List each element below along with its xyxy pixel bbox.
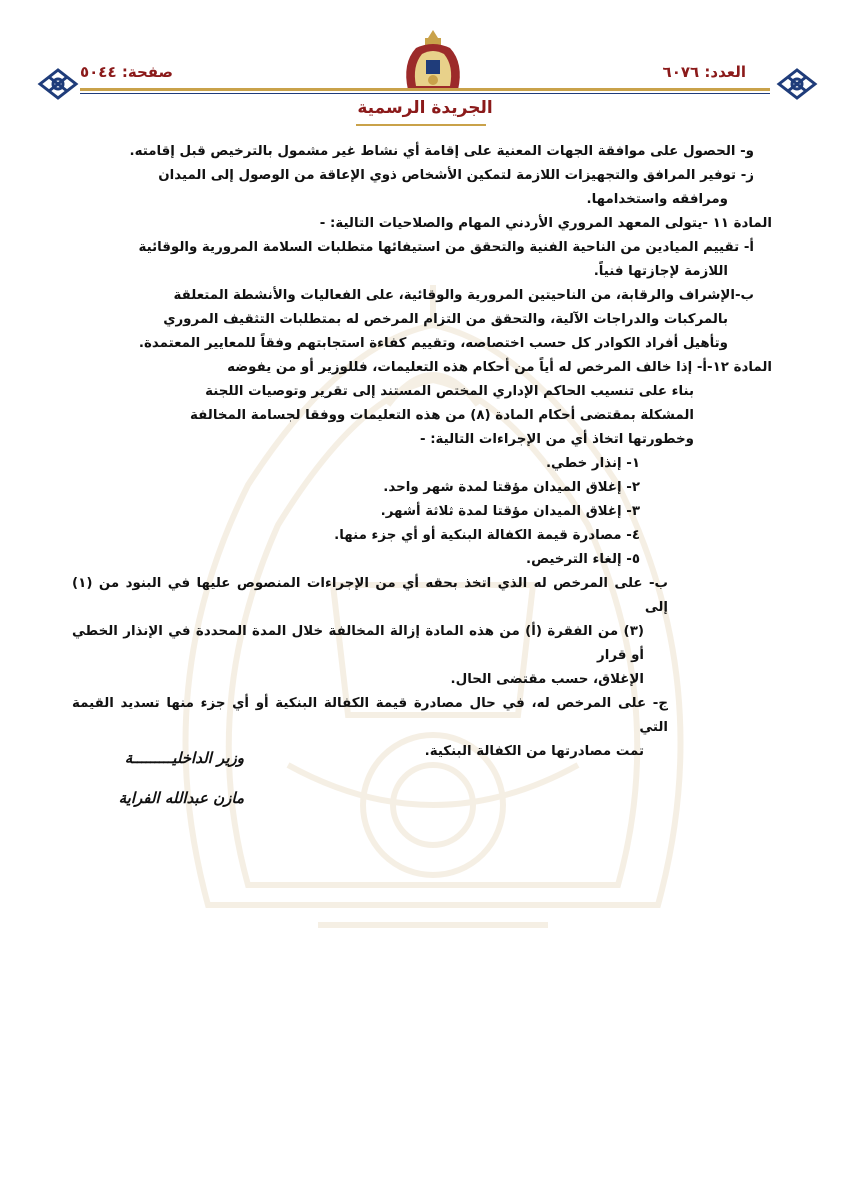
document-body <box>72 140 772 764</box>
page-number: صفحة: ٥٠٤٤ <box>80 63 174 81</box>
article-12-a-line1: المادة ١٢-أ- إذا خالف المرخص له أياً من أحكام هذه التعليمات، فللوزير أو من يفوضه <box>227 360 772 375</box>
header-rule-thin <box>80 93 770 94</box>
header-rule <box>80 88 770 91</box>
issue-number: العدد: ٦٠٧٦ <box>662 63 746 81</box>
article-12-c-line2: تمت مصادرتها من الكفالة البنكية. <box>424 744 644 759</box>
signatory-name: مازن عبدالله الفراية <box>118 789 244 807</box>
gazette-title: الجريدة الرسمية <box>357 98 493 118</box>
list-item: ٣- إغلاق الميدان مؤقتا لمدة ثلاثة أشهر. <box>380 504 640 519</box>
article-12-b-line3: الإغلاق، حسب مقتضى الحال. <box>450 672 644 687</box>
ornament-knot-icon <box>775 66 819 102</box>
article-12-a-line4: وخطورتها اتخاذ أي من الإجراءات التالية: - <box>419 432 694 447</box>
list-item: ١- إنذار خطي. <box>545 456 640 471</box>
list-item: ٢- إغلاق الميدان مؤقتا لمدة شهر واحد. <box>383 480 640 495</box>
list-item: ٤- مصادرة قيمة الكفالة البنكية أو أي جزء منها. <box>334 528 640 543</box>
clause-z-line1: ز- توفير المرافق والتجهيزات اللازمة لتمكين الأشخاص ذوي الإعاقة من الوصول إلى الميدان <box>158 168 754 183</box>
article-11-b-line2: بالمركبات والدراجات الآلية، والتحقق من التزام المرخص له بمتطلبات التثقيف المروري <box>163 312 728 327</box>
title-underline <box>356 124 486 126</box>
signature-block <box>84 738 244 818</box>
article-11-a-line2: اللازمة لإجازتها فنياً. <box>593 264 728 279</box>
article-12-a-line2: بناء على تنسيب الحاكم الإداري المختص المستند إلى تقرير وتوصيات اللجنة <box>205 384 694 399</box>
article-12-a-line3: المشكلة بمقتضى أحكام المادة (٨) من هذه التعليمات ووفقا لجسامة المخالفة <box>190 408 694 423</box>
article-11-b-line3: وتأهيل أفراد الكوادر كل حسب اختصاصه، وتقييم كفاءة استجابتهم وفقاً للمعايير المعتمدة. <box>138 336 728 351</box>
list-item: ٥- إلغاء الترخيص. <box>525 552 640 567</box>
article-12-b-line2: (٣) من الفقرة (أ) من هذه المادة إزالة المخالفة خلال المدة المحددة في الإنذار الخطي أو قرار <box>72 624 644 663</box>
article-11-heading: المادة ١١ -يتولى المعهد المروري الأردني المهام والصلاحيات التالية: - <box>319 216 772 231</box>
ornament-knot-icon <box>36 66 80 102</box>
article-11-a-line1: أ- تقييم الميادين من الناحية الفنية والتحقق من استيفائها متطلبات السلامة المرورية والوقائية <box>138 240 754 255</box>
signatory-title: وزير الداخليـــــــــة <box>124 749 244 767</box>
jordan-emblem-icon <box>398 28 468 94</box>
article-12-b-line1: ب- على المرخص له الذي اتخذ بحقه أي من الإجراءات المنصوص عليها في البنود من (١) إلى <box>72 576 668 615</box>
clause-z-line2: ومرافقه واستخدامها. <box>586 192 728 207</box>
article-12-c-line1: ج- على المرخص له، في حال مصادرة قيمة الكفالة البنكية أو أي جزء منها تسديد القيمة التي <box>72 696 668 735</box>
clause-w: و- الحصول على موافقة الجهات المعنية على إقامة أي نشاط غير مشمول بالترخيص قبل إقامته. <box>129 144 754 159</box>
article-11-b-line1: ب-الإشراف والرقابة، من الناحيتين المرورية والوقائية، على الفعاليات والأنشطة المتعلقة <box>173 288 754 303</box>
